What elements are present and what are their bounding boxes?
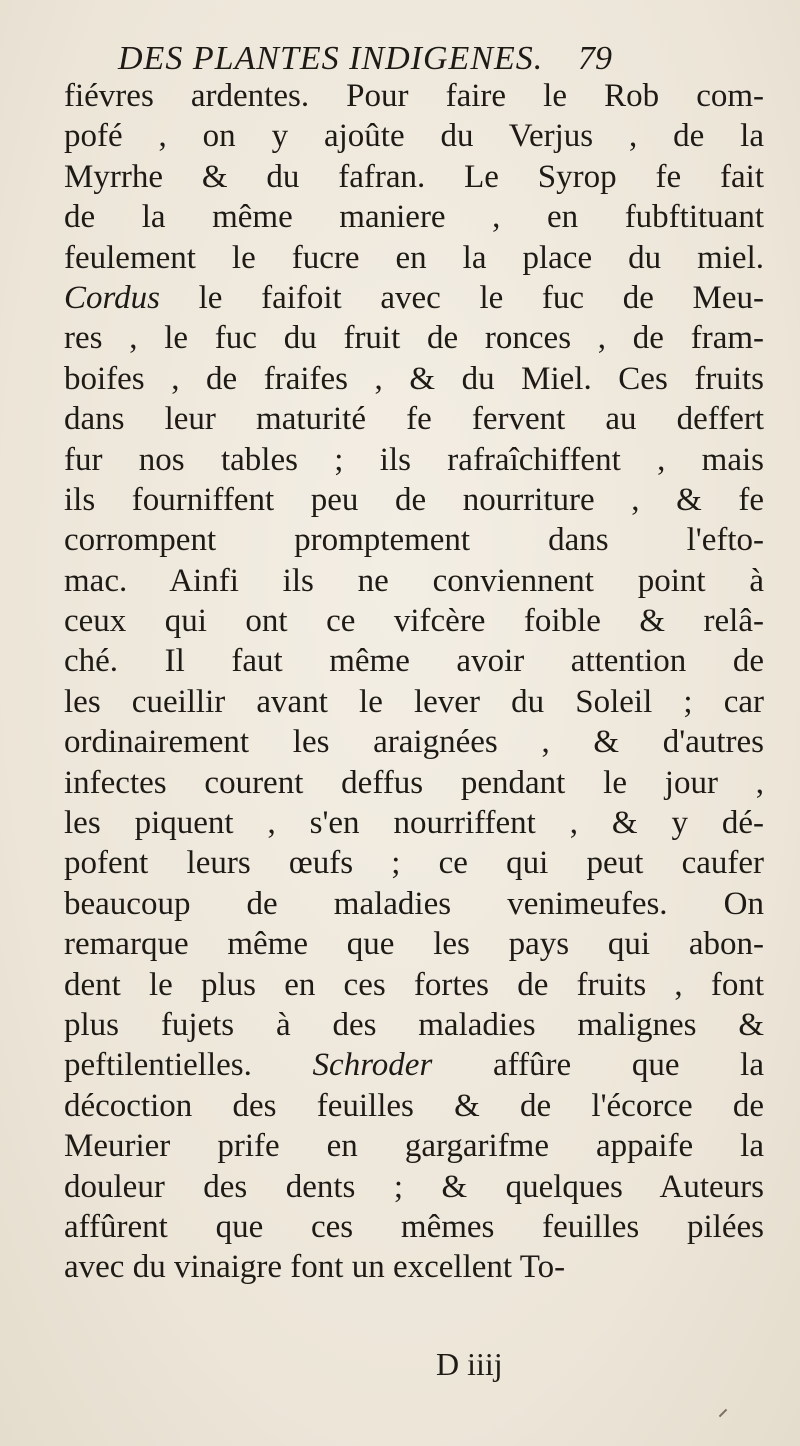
text-line: fiévres ardentes. Pour faire le Rob com- (64, 78, 764, 114)
text-line: peftilentielles. Schroder affûre que la (64, 1047, 764, 1084)
text-line: res , le fuc du fruit de ronces , de fram- (64, 320, 764, 357)
signature-mark: D iiij (436, 1346, 503, 1382)
text-line: beaucoup de maladies venimeufes. On (64, 885, 764, 922)
text-line: ceux qui ont ce vifcère foible & relâ- (64, 603, 764, 640)
text-line: pofent leurs œufs ; ce qui peut caufer (64, 845, 764, 882)
text-line: Cordus le faifoit avec le fuc de Meu- (64, 279, 764, 316)
text-line: dans leur maturité fe fervent au deffert (64, 401, 764, 438)
text-line: ils fourniffent peu de nourriture , & fe (64, 481, 764, 518)
ink-speck (719, 1409, 727, 1417)
text-line: fur nos tables ; ils rafraîchiffent , mais (64, 441, 764, 478)
text-line: les cueillir avant le lever du Soleil ; car (64, 683, 764, 720)
text-line: décoction des feuilles & de l'écorce de (64, 1087, 764, 1124)
text-line: pofé , on y ajoûte du Verjus , de la (64, 118, 764, 155)
text-line: les piquent , s'en nourriffent , & y dé- (64, 805, 764, 842)
text-line: de la même maniere , en fubftituant (64, 199, 764, 236)
text-line: feulement le fucre en la place du miel. (64, 239, 764, 276)
text-line: remarque même que les pays qui abon- (64, 926, 764, 963)
text-line: dent le plus en ces fortes de fruits , font (64, 966, 764, 1003)
page-number: 79 (578, 40, 612, 77)
text-line: ordinairement les araignées , & d'autres (64, 724, 764, 761)
text-line: douleur des dents ; & quelques Auteurs (64, 1168, 764, 1205)
text-line: plus fujets à des maladies malignes & (64, 1006, 764, 1043)
text-line: avec du vinaigre font un excellent To- (64, 1249, 566, 1286)
text-line: ché. Il faut même avoir attention de (64, 643, 764, 680)
text-line: boifes , de fraifes , & du Miel. Ces fruits (64, 360, 764, 397)
text-line: corrompent promptement dans l'efto- (64, 522, 764, 559)
text-line: Myrrhe & du fafran. Le Syrop fe fait (64, 158, 764, 195)
running-title: DES PLANTES INDIGENES. (118, 40, 544, 77)
footer (0, 1344, 800, 1394)
text-line: infectes courent deffus pendant le jour , (64, 764, 764, 801)
text-line: mac. Ainfi ils ne conviennent point à (64, 562, 764, 599)
body-text (64, 76, 764, 1288)
text-line: affûrent que ces mêmes feuilles pilées (64, 1208, 764, 1245)
text-line: Meurier prife en gargarifme appaife la (64, 1128, 764, 1165)
